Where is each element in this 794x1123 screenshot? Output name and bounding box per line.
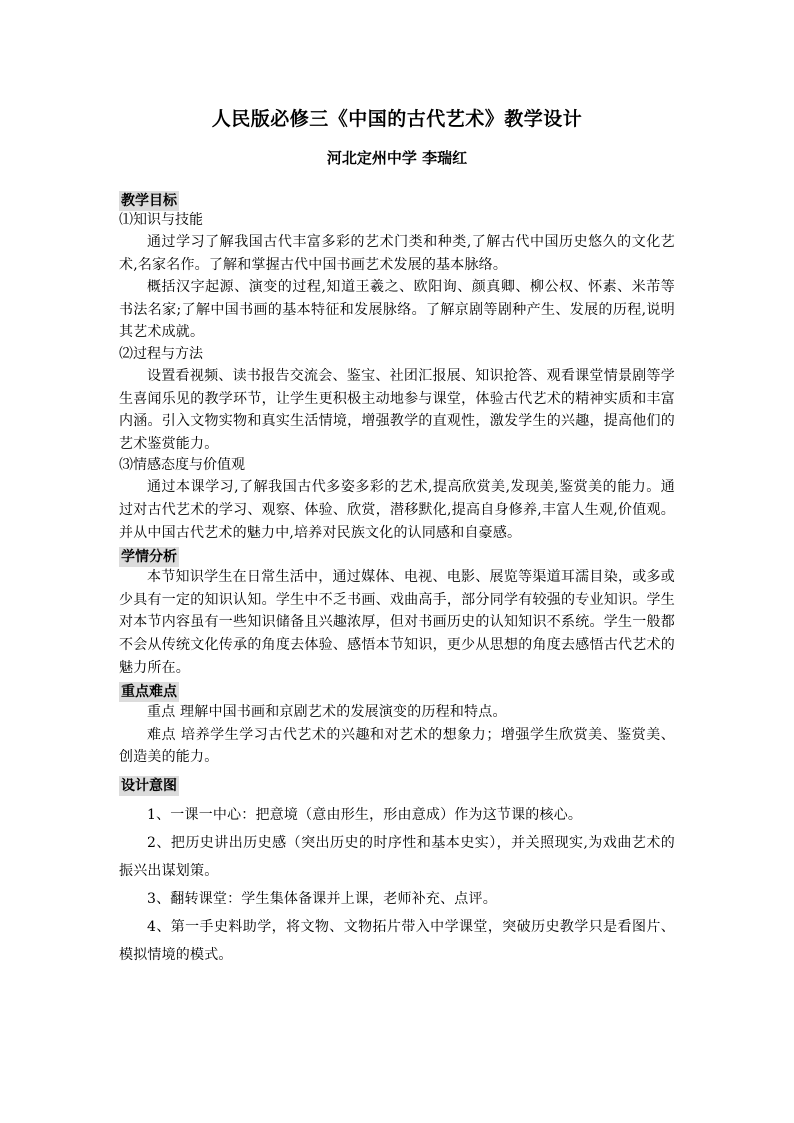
design-heading-line [119,775,675,795]
section-heading-keypoints: 重点难点 [121,684,177,701]
document-title: 人民版必修三《中国的古代艺术》教学设计 [211,108,583,130]
section-heading-design: 设计意图 [121,777,177,794]
section-heading-learner: 学情分析 [121,549,177,566]
paragraph-process: 设置看视频、读书报告交流会、鉴宝、社团汇报展、知识抢答、观看课堂情景剧等学生喜闻乐见的教学环节，让学生更积极主动地参与课堂，体验古代艺术的精神实质和丰富内涵。引入文物实物和真实生活情境，增强教学的直观性，激发学生的兴趣，提高他们的艺术鉴赏能力。 [119,367,675,452]
learner-heading-line [119,546,675,566]
subheading-knowledge: ⑴知识与技能 [119,212,203,228]
keypoints-heading-line [119,681,675,701]
document-page [119,104,675,969]
document-author: 河北定州中学 李瑞红 [326,149,468,167]
paragraph-learner: 本节知识学生在日常生活中，通过媒体、电视、电影、展览等渠道耳濡目染，或多或少具有一定的知识认知。学生中不乏书画、戏曲高手，部分同学有较强的专业知识。学生对本节内容虽有一些知识储备且兴趣浓厚，但对书画历史的认知知识不系统。学生一般都不会从传统文化传承的角度去体验、感悟本节知识，更少从思想的角度去感悟古代艺术的魅力所在。 [119,569,675,676]
subheading-process: ⑵过程与方法 [119,345,203,362]
paragraph-knowledge-2: 概括汉字起源、演变的过程,知道王羲之、欧阳询、颜真卿、柳公权、怀素、米芾等书法名家;了解中国书画的基本特征和发展脉络。了解京剧等剧种产生、发展的历程,说明其艺术成就。 [119,279,675,341]
design-item: 2、把历史讲出历史感（突出历史的时序性和基本史实），并关照现实,为戏曲艺术的振兴出谋划策。 [119,834,675,879]
design-list [119,801,675,969]
paragraph-difficulty: 难点 培养学生学习古代艺术的兴趣和对艺术的想象力；增强学生欣赏美、鉴赏美、创造美的能力。 [119,726,675,766]
design-item: 1、一课一中心：把意境（意由形生，形由意成）作为这节课的核心。 [147,806,583,823]
design-item: 4、第一手史料助学，将文物、文物拓片带入中学课堂，突破历史教学只是看图片、模拟情境的模式。 [119,918,675,963]
subheading-emotion: ⑶情感态度与价值观 [119,457,245,474]
paragraph-knowledge-1: 通过学习了解我国古代丰富多彩的艺术门类和种类,了解古代中国历史悠久的文化艺术,名家名作。了解和掌握古代中国书画艺术发展的基本脉络。 [119,234,675,273]
objectives-heading-line [119,190,675,210]
paragraph-focus: 重点 理解中国书画和京剧艺术的发展演变的历程和特点。 [147,704,507,721]
design-item: 3、翻转课堂：学生集体备课并上课，老师补充、点评。 [147,890,497,907]
section-heading-objectives: 教学目标 [121,193,177,209]
paragraph-emotion: 通过本课学习,了解我国古代多姿多彩的艺术,提高欣赏美,发现美,鉴赏美的能力。通过对古代艺术的学习、观察、体验、欣赏，潜移默化,提高自身修养,丰富人生观,价值观。并从中国古代艺术的魅力中,培养对民族文化的认同感和自豪感。 [119,479,675,541]
